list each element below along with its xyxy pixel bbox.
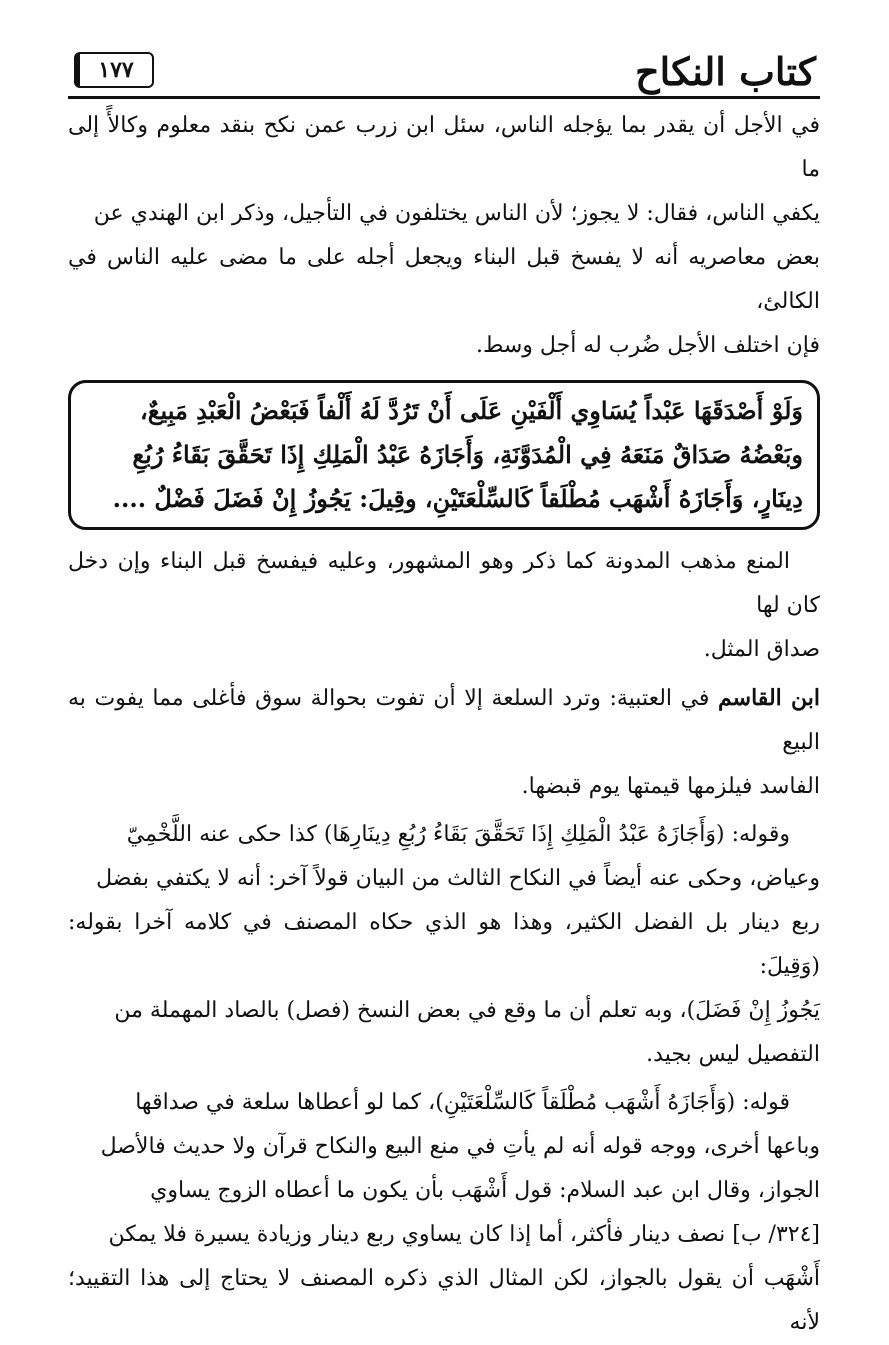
text-line: بعض معاصريه أنه لا يفسخ قبل البناء ويجعل أجله على ما مضى عليه الناس في الكالئ، xyxy=(68,245,820,314)
text-line: يكفي الناس، فقال: لا يجوز؛ لأن الناس يختلفون في التأجيل، وذكر ابن الهندي عن xyxy=(93,201,820,226)
intro-paragraph xyxy=(68,104,820,368)
matn-line: وَلَوْ أَصْدَقَهَا عَبْداً يُسَاوِي أَلْفَيْنِ عَلَى أَنْ تَرُدَّ لَهُ أَلْفاً فَبَعْضُ الْعَبْدِ مَبِيعٌ، xyxy=(139,396,803,425)
scholar-name: ابن القاسم xyxy=(718,685,820,711)
text-line: وباعها أخرى، ووجه قوله أنه لم يأتِ في منع البيع والنكاح قرآن ولا حديث فالأصل xyxy=(100,1134,820,1159)
text-line: ربع دينار بل الفضل الكثير، وهذا هو الذي حكاه المصنف في كلامه آخرا بقوله: (وَقِيلَ: xyxy=(68,910,820,979)
text-line: المنع مذهب المدونة كما ذكر وهو المشهور، وعليه فيفسخ قبل البناء وإن دخل كان لها xyxy=(68,549,820,618)
book-title: كتاب النكاح xyxy=(635,49,816,94)
text-line: الجواز، وقال ابن عبد السلام: قول أَشْهَب بأن يكون ما أعطاه الزوج يساوي xyxy=(150,1178,820,1203)
text-line: وقوله: (وَأَجَازَهُ عَبْدُ الْمَلِكِ إِذَا تَحَقَّقَ بَقَاءُ رُبُعِ دِينَارِهَا) كذا حكى عنه اللَّخْمِيّ xyxy=(126,822,790,847)
book-page xyxy=(68,46,820,1335)
text-line: الفاسد فيلزمها قيمتها يوم قبضها. xyxy=(521,774,820,799)
text-line: في الأجل أن يقدر بما يؤجله الناس، سئل ابن زرب عمن نكح بنقد معلوم وكالأً إلى ما xyxy=(68,113,820,182)
text-line: يَجُوزُ إِنْ فَضَلَ)، وبه تعلم أن ما وقع في بعض النسخ (فصل) بالصاد المهملة من xyxy=(114,998,820,1023)
commentary-paragraph-1 xyxy=(68,540,820,672)
text-line: التفصيل ليس بجيد. xyxy=(646,1042,820,1067)
text-line: أَشْهَب أن يقول بالجواز، لكن المثال الذي ذكره المصنف لا يحتاج إلى هذا التقييد؛ لأنه xyxy=(68,1266,820,1335)
text-line: قوله: (وَأَجَازَهُ أَشْهَب مُطْلَقاً كَالسِّلْعَتَيْنِ)، كما لو أعطاها سلعة في صداقها xyxy=(135,1090,790,1115)
text-span: في العتبية: وترد السلعة إلا أن تفوت بحوالة سوق فأغلى مما يفوت به البيع xyxy=(68,686,820,755)
commentary-paragraph-4 xyxy=(68,1081,820,1345)
commentary-paragraph-2 xyxy=(68,676,820,809)
matn-box xyxy=(68,380,820,530)
text-line: صداق المثل. xyxy=(703,637,820,662)
header-rule xyxy=(68,96,820,99)
text-line: [٣٢٤/ ب] نصف دينار فأكثر، أما إذا كان يساوي ربع دينار وزيادة يسيرة فلا يمكن xyxy=(108,1222,820,1247)
page-header xyxy=(68,46,820,104)
matn-line: دِينَارٍ، وَأَجَازَهُ أَشْهَب مُطْلَقاً كَالسِّلْعَتَيْنِ، وقِيلَ: يَجُوزُ إِنْ فَضَلَ فَضْلٌ .... xyxy=(112,484,803,513)
text-line: فإن اختلف الأجل ضُرب له أجل وسط. xyxy=(476,333,820,358)
text-line xyxy=(68,676,820,765)
page-number: ١٧٧ xyxy=(74,52,154,88)
matn-line: وبَعْضُهُ صَدَاقٌ مَنَعَهُ فِي الْمُدَوَّنَةِ، وَأَجَازَهُ عَبْدُ الْمَلِكِ إِذَا تَحَقَّقَ بَقَاءُ رُبُعِ xyxy=(132,440,803,469)
text-line: وعياض، وحكى عنه أيضاً في النكاح الثالث من البيان قولاً آخر: أنه لا يكتفي بفضل xyxy=(96,866,820,891)
commentary-paragraph-3 xyxy=(68,813,820,1077)
